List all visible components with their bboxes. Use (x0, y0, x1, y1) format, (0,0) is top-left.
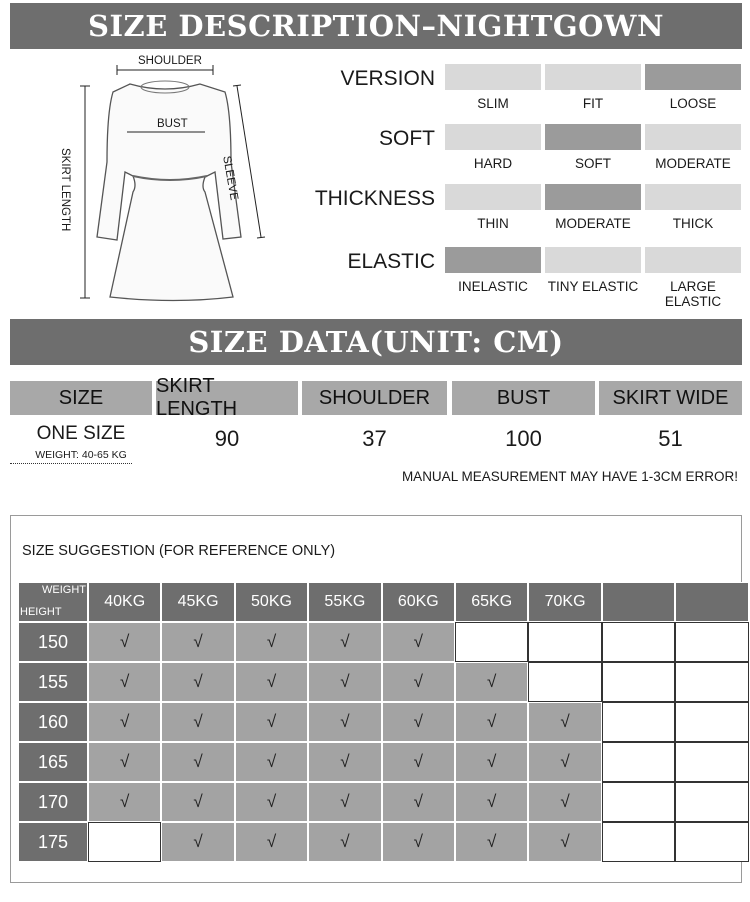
size-description-banner: SIZE DESCRIPTION–NIGHTGOWN (10, 3, 742, 49)
fit-check-cell: √ (455, 702, 528, 742)
weight-header-cell: 70KG (528, 582, 601, 622)
empty-cell (675, 662, 748, 702)
bust-value: 100 (505, 426, 542, 451)
fit-check-cell: √ (161, 742, 234, 782)
empty-cell (602, 782, 675, 822)
fit-check-cell: √ (161, 822, 234, 862)
shoulder-value: 37 (362, 426, 387, 451)
scale-bar-selected (645, 64, 741, 90)
empty-cell (528, 622, 601, 662)
corner-weight-label: WEIGHT (42, 584, 86, 596)
fit-check-cell: √ (455, 742, 528, 782)
height-label-cell: 155 (18, 662, 88, 702)
fit-check-cell: √ (308, 702, 381, 742)
scale-option-label: INELASTIC (458, 279, 528, 294)
scale-option-label: MODERATE (555, 216, 631, 231)
fit-check-cell: √ (382, 702, 455, 742)
empty-cell (675, 742, 748, 782)
height-label-cell: 150 (18, 622, 88, 662)
scale-option-label: MODERATE (655, 156, 731, 171)
fit-check-cell: √ (235, 662, 308, 702)
header-skirt-wide: SKIRT WIDE (599, 381, 742, 415)
scale-bar-selected (545, 124, 641, 150)
shoulder-label: SHOULDER (138, 55, 202, 67)
divider (10, 463, 132, 464)
scale-option-label: TINY ELASTIC (547, 279, 639, 294)
weight-header-cell: 60KG (382, 582, 455, 622)
weight-header-cell: 45KG (161, 582, 234, 622)
empty-cell (455, 622, 528, 662)
weight-header-cell: 55KG (308, 582, 381, 622)
fit-check-cell: √ (88, 742, 161, 782)
fit-check-cell: √ (382, 622, 455, 662)
height-label-cell: 175 (18, 822, 88, 862)
scale-option-label: SOFT (575, 156, 611, 171)
weight-header-cell (675, 582, 748, 622)
scale-option-label: SLIM (477, 96, 509, 111)
height-label-cell: 165 (18, 742, 88, 782)
scale-option-label: HARD (473, 156, 513, 171)
fit-check-cell: √ (308, 622, 381, 662)
sleeve-label: SLEEVE (220, 155, 240, 202)
scale-bar (545, 247, 641, 273)
height-label-cell: 170 (18, 782, 88, 822)
fit-check-cell: √ (382, 662, 455, 702)
fit-check-cell: √ (235, 622, 308, 662)
fit-check-cell: √ (308, 782, 381, 822)
scale-option-label: LARGE ELASTIC (664, 279, 722, 309)
scale-option-label: THICK (672, 216, 714, 231)
fit-check-cell: √ (88, 622, 161, 662)
weight-header-cell: 40KG (88, 582, 161, 622)
scale-bar (445, 184, 541, 210)
empty-cell (602, 822, 675, 862)
corner-height-label: HEIGHT (20, 606, 62, 618)
skirt-length-value: 90 (214, 426, 240, 451)
height-label-cell: 160 (18, 702, 88, 742)
attribute-label-version: VERSION (340, 67, 435, 90)
attribute-label-elastic: ELASTIC (347, 250, 435, 273)
measurement-note: MANUAL MEASUREMENT MAY HAVE 1-3CM ERROR! (401, 469, 738, 484)
weight-note: WEIGHT: 40-65 KG (35, 449, 127, 461)
header-size: SIZE (10, 381, 152, 415)
empty-cell (675, 822, 748, 862)
scale-bar-selected (545, 184, 641, 210)
fit-check-cell: √ (88, 782, 161, 822)
scale-option-label: THIN (477, 216, 509, 231)
empty-cell (675, 782, 748, 822)
scale-bar (645, 124, 741, 150)
empty-cell (602, 702, 675, 742)
empty-cell (528, 662, 601, 702)
empty-cell (675, 622, 748, 662)
fit-check-cell: √ (161, 622, 234, 662)
weight-header-cell (602, 582, 675, 622)
fit-check-cell: √ (455, 662, 528, 702)
empty-cell (88, 822, 161, 862)
size-data-banner: SIZE DATA(UNIT: CM) (10, 319, 742, 365)
scale-bar (445, 64, 541, 90)
size-suggestion-title: SIZE SUGGESTION (FOR REFERENCE ONLY) (22, 543, 336, 559)
fit-check-cell: √ (161, 662, 234, 702)
fit-check-cell: √ (528, 742, 601, 782)
scale-bar (645, 247, 741, 273)
scale-bar (545, 64, 641, 90)
weight-header-cell: 65KG (455, 582, 528, 622)
fit-check-cell: √ (528, 782, 601, 822)
fit-check-cell: √ (235, 822, 308, 862)
fit-check-cell: √ (88, 702, 161, 742)
header-skirt-length: SKIRT LENGTH (156, 381, 298, 415)
weight-header-cell: 50KG (235, 582, 308, 622)
fit-check-cell: √ (308, 742, 381, 782)
header-bust: BUST (452, 381, 595, 415)
fit-check-cell: √ (88, 662, 161, 702)
fit-check-cell: √ (235, 742, 308, 782)
empty-cell (675, 702, 748, 742)
scale-option-label: LOOSE (669, 96, 717, 111)
skirt-wide-value: 51 (658, 426, 683, 451)
header-shoulder: SHOULDER (302, 381, 447, 415)
skirt-length-label: SKIRT LENGTH (59, 148, 71, 232)
fit-check-cell: √ (382, 822, 455, 862)
fit-check-cell: √ (528, 822, 601, 862)
scale-option-label: FIT (582, 96, 604, 111)
size-value: ONE SIZE (36, 423, 126, 444)
scale-bar-selected (445, 247, 541, 273)
fit-check-cell: √ (455, 822, 528, 862)
fit-check-cell: √ (161, 702, 234, 742)
fit-check-cell: √ (235, 782, 308, 822)
attribute-label-thickness: THICKNESS (314, 187, 435, 210)
fit-check-cell: √ (235, 702, 308, 742)
empty-cell (602, 742, 675, 782)
scale-bar (445, 124, 541, 150)
attribute-label-soft: SOFT (379, 127, 435, 150)
empty-cell (602, 622, 675, 662)
fit-check-cell: √ (382, 742, 455, 782)
fit-check-cell: √ (308, 822, 381, 862)
bust-label: BUST (157, 118, 188, 130)
fit-check-cell: √ (455, 782, 528, 822)
fit-check-cell: √ (308, 662, 381, 702)
fit-check-cell: √ (528, 702, 601, 742)
fit-check-cell: √ (382, 782, 455, 822)
fit-check-cell: √ (161, 782, 234, 822)
scale-bar (645, 184, 741, 210)
empty-cell (602, 662, 675, 702)
